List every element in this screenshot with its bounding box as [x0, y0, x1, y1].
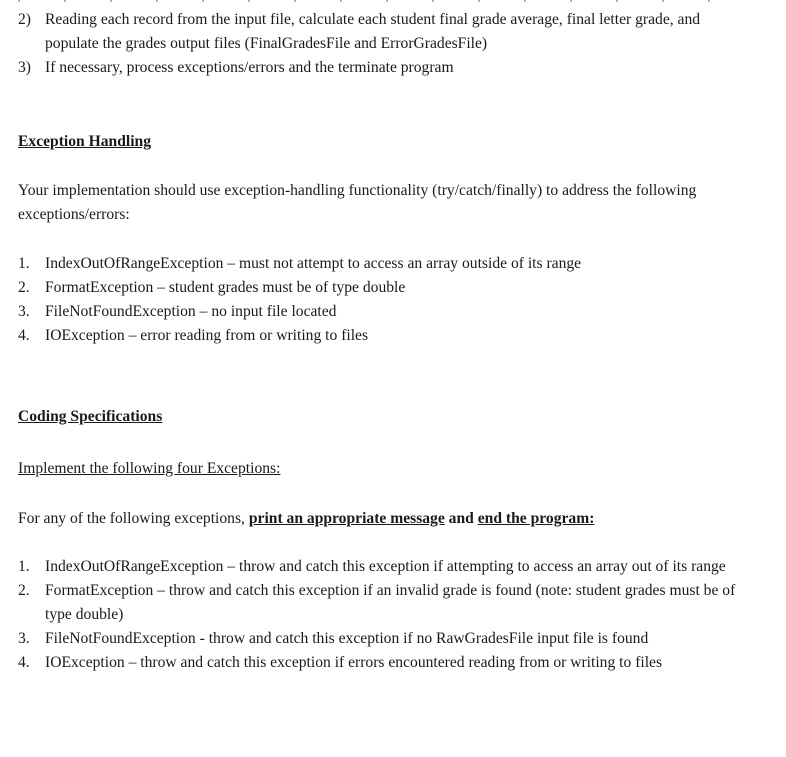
list-number: 3): [18, 59, 31, 76]
process-steps-list: [0, 8, 745, 80]
list-item: [0, 627, 745, 651]
list-number: 3.: [18, 630, 30, 647]
list-text: FileNotFoundException – no input file located: [45, 303, 337, 320]
coding-specifications-subheading: Implement the following four Exceptions:: [18, 460, 281, 477]
list-item: [0, 276, 745, 300]
list-item: [0, 651, 745, 675]
list-item: [0, 555, 745, 579]
list-item: [0, 56, 745, 80]
list-number: 2): [18, 11, 31, 28]
list-item: [0, 300, 745, 324]
list-number: 1.: [18, 558, 30, 575]
intro-and: and: [444, 510, 478, 527]
list-number: 1.: [18, 255, 30, 272]
list-text: If necessary, process exceptions/errors and the terminate program: [45, 59, 454, 76]
list-text: FormatException – student grades must be of type double: [45, 279, 406, 296]
list-text: IOException – error reading from or writing to files: [45, 327, 369, 344]
list-item: [0, 579, 745, 627]
list-text: IndexOutOfRangeException – throw and catch this exception if attempting to access an array out of its range: [45, 558, 726, 575]
intro-lead: For any of the following exceptions,: [18, 510, 249, 527]
list-number: 2.: [18, 279, 30, 296]
list-item: [0, 8, 745, 56]
list-number: 4.: [18, 327, 30, 344]
list-text: FormatException – throw and catch this exception if an invalid grade is found (note: student grades must be of type double): [45, 582, 736, 623]
list-item: [0, 252, 745, 276]
exception-handling-intro: Your implementation should use exception-handling functionality (try/catch/finally) to address the following exceptions/errors:: [18, 182, 697, 223]
list-number: 4.: [18, 654, 30, 671]
intro-emphasis-message: print an appropriate message: [248, 510, 445, 527]
coding-specifications-list: [0, 555, 745, 675]
list-text: IOException – throw and catch this exception if errors encountered reading from or writing to files: [45, 654, 663, 671]
cut-off-previous-line: [18, 0, 718, 2]
list-number: 2.: [18, 582, 30, 599]
intro-emphasis-end: end the program:: [477, 510, 595, 527]
list-text: Reading each record from the input file, calculate each student final grade average, final letter grade, and populate the grades output files (FinalGradesFile and ErrorGradesFile): [45, 11, 701, 52]
exception-handling-list: [0, 252, 745, 348]
coding-specifications-intro: [18, 507, 738, 531]
list-number: 3.: [18, 303, 30, 320]
list-text: FileNotFoundException - throw and catch this exception if no RawGradesFile input file is found: [45, 630, 649, 647]
exception-handling-heading: Exception Handling: [18, 133, 152, 150]
coding-specifications-heading: Coding Specifications: [18, 408, 163, 425]
list-item: [0, 324, 745, 348]
list-text: IndexOutOfRangeException – must not attempt to access an array outside of its range: [45, 255, 582, 272]
